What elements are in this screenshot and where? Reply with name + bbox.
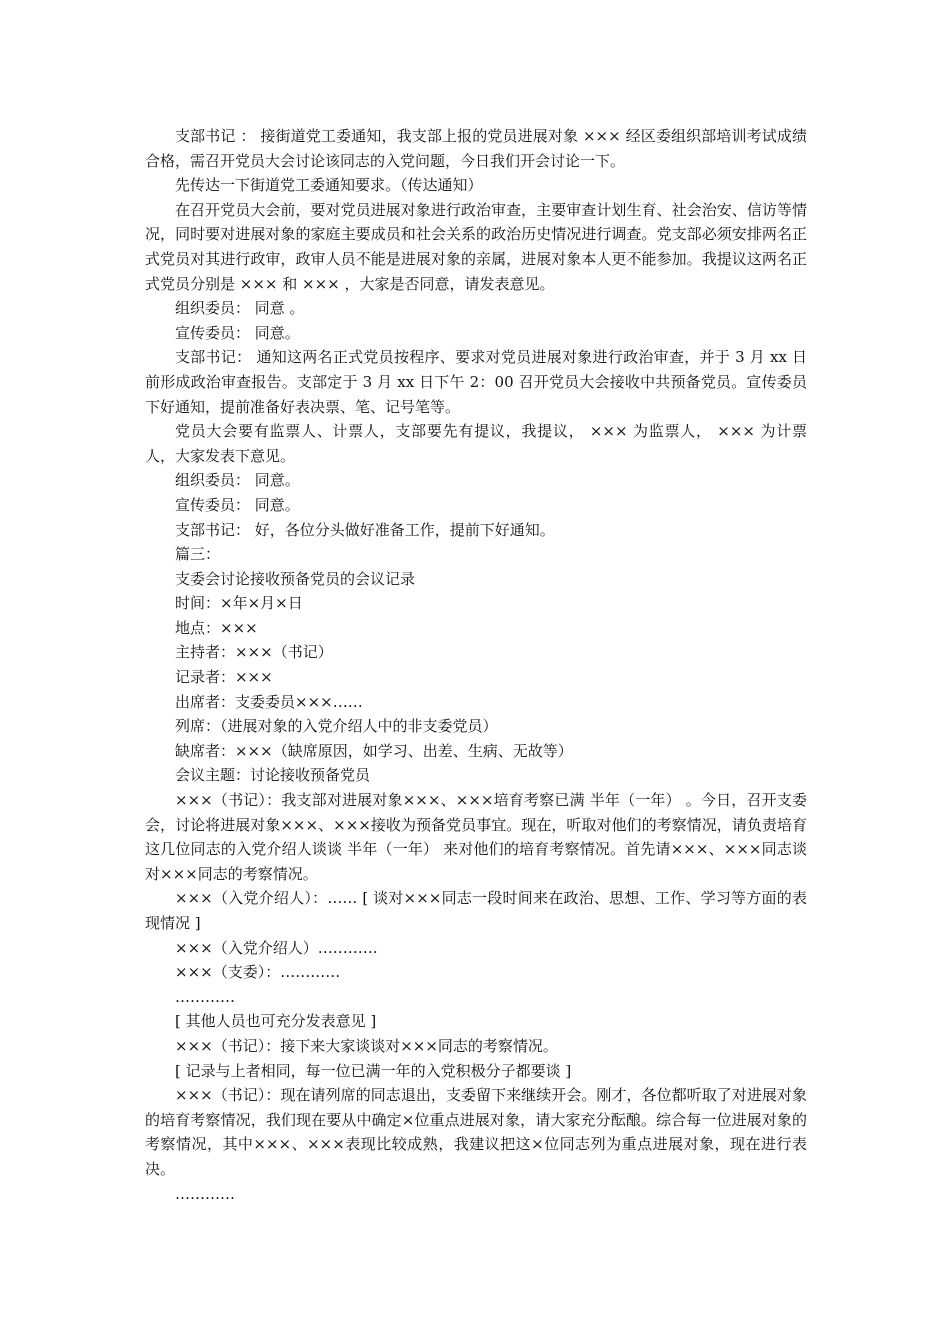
paragraph-21: ×××（书记）：我支部对进展对象×××、×××培育考察已满 半年（一年） 。今日，召开支委会，讨论将进展对象×××、×××接收为预备党员事宜。现在，听取对他们的考察情况，请负责培育这几位同志的入党介绍人谈谈 半年（一年） 来对他们的培育考察情况。首先请×××、×××同志谈对×××同志的考察情况。 (145, 791, 807, 883)
paragraph-10: 支部书记： 好，各位分头做好准备工作，提前下好通知。 (175, 520, 555, 539)
paragraph-8: 组织委员： 同意。 (175, 471, 300, 490)
section-heading: 篇三： (175, 545, 221, 564)
paragraph-29: ×××（书记）：现在请列席的同志退出，支委留下来继续开会。刚才，各位都听取了对进展对象的培育考察情况，我们现在要从中确定×位重点进展对象，请大家充分酝酿。综合每一位进展对象的考察情况，其中×××、×××表现比较成熟，我建议把这×位同志列为重点进展对象，现在进行表决。 (145, 1086, 807, 1178)
minutes-attendees: 出席者：支委委员×××…… (175, 692, 363, 711)
paragraph-23: ×××（入党介绍人）………… (175, 938, 378, 957)
minutes-time: 时间：×年×月×日 (175, 594, 303, 613)
document-body (145, 124, 807, 1206)
minutes-topic: 会议主题：讨论接收预备党员 (175, 766, 371, 785)
paragraph-2: 先传达一下街道党工委通知要求。（传达通知） (175, 176, 483, 195)
minutes-absentees: 缺席者：×××（缺席原因，如学习、出差、生病、无故等） (175, 741, 573, 760)
paragraph-6: 支部书记： 通知这两名正式党员按程序、要求对党员进展对象进行政治审查，并于 3 月 xx 日前形成政治审查报告。支部定于 3 月 xx 日下午 2：00 召开党员大会接收中共预备党员。宣传委员下好通知，提前准备好表决票、笔、记号笔等。 (145, 348, 807, 416)
paragraph-28: [ 记录与上者相同，每一位已满一年的入党积极分子都要谈 ] (175, 1061, 572, 1080)
minutes-observers: 列席：（进展对象的入党介绍人中的非支委党员） (175, 717, 498, 736)
paragraph-30: ………… (175, 1184, 235, 1203)
paragraph-24: ×××（支委）：………… (175, 963, 341, 982)
paragraph-3: 在召开党员大会前，要对党员进展对象进行政治审查，主要审查计划生育、社会治安、信访等情况，同时要对进展对象的家庭主要成员和社会关系的政治历史情况进行调查。党支部必须安排两名正式党员对其进行政审，政审人员不能是进展对象的亲属，进展对象本人更不能参加。我提议这两名正式党员分别是 ××× 和 ××× ，大家是否同意，请发表意见。 (145, 200, 807, 293)
minutes-host: 主持者：×××（书记） (175, 643, 333, 662)
paragraph-4: 组织委员： 同意 。 (175, 299, 305, 318)
paragraph-22: ×××（入党介绍人）：…… [ 谈对×××同志一段时间来在政治、思想、工作、学习等方面的表现情况 ] (145, 889, 807, 932)
minutes-location: 地点：××× (175, 618, 258, 637)
paragraph-26: [ 其他人员也可充分发表意见 ] (175, 1012, 377, 1031)
minutes-title: 支委会讨论接收预备党员的会议记录 (175, 569, 416, 588)
minutes-recorder: 记录者：××× (175, 668, 273, 687)
paragraph-7: 党员大会要有监票人、计票人，支部要先有提议，我提议， ××× 为监票人， ××× 为计票人，大家发表下意见。 (145, 422, 807, 465)
paragraph-25: ………… (175, 987, 235, 1006)
paragraph-9: 宣传委员： 同意。 (175, 495, 300, 514)
paragraph-1: 支部书记 ： 接街道党工委通知，我支部上报的党员进展对象 ××× 经区委组织部培训考试成绩合格，需召开党员大会讨论该同志的入党问题，今日我们开会讨论一下。 (145, 127, 807, 170)
paragraph-5: 宣传委员： 同意。 (175, 323, 300, 342)
paragraph-27: ×××（书记）：接下来大家谈谈对×××同志的考察情况。 (175, 1036, 558, 1055)
